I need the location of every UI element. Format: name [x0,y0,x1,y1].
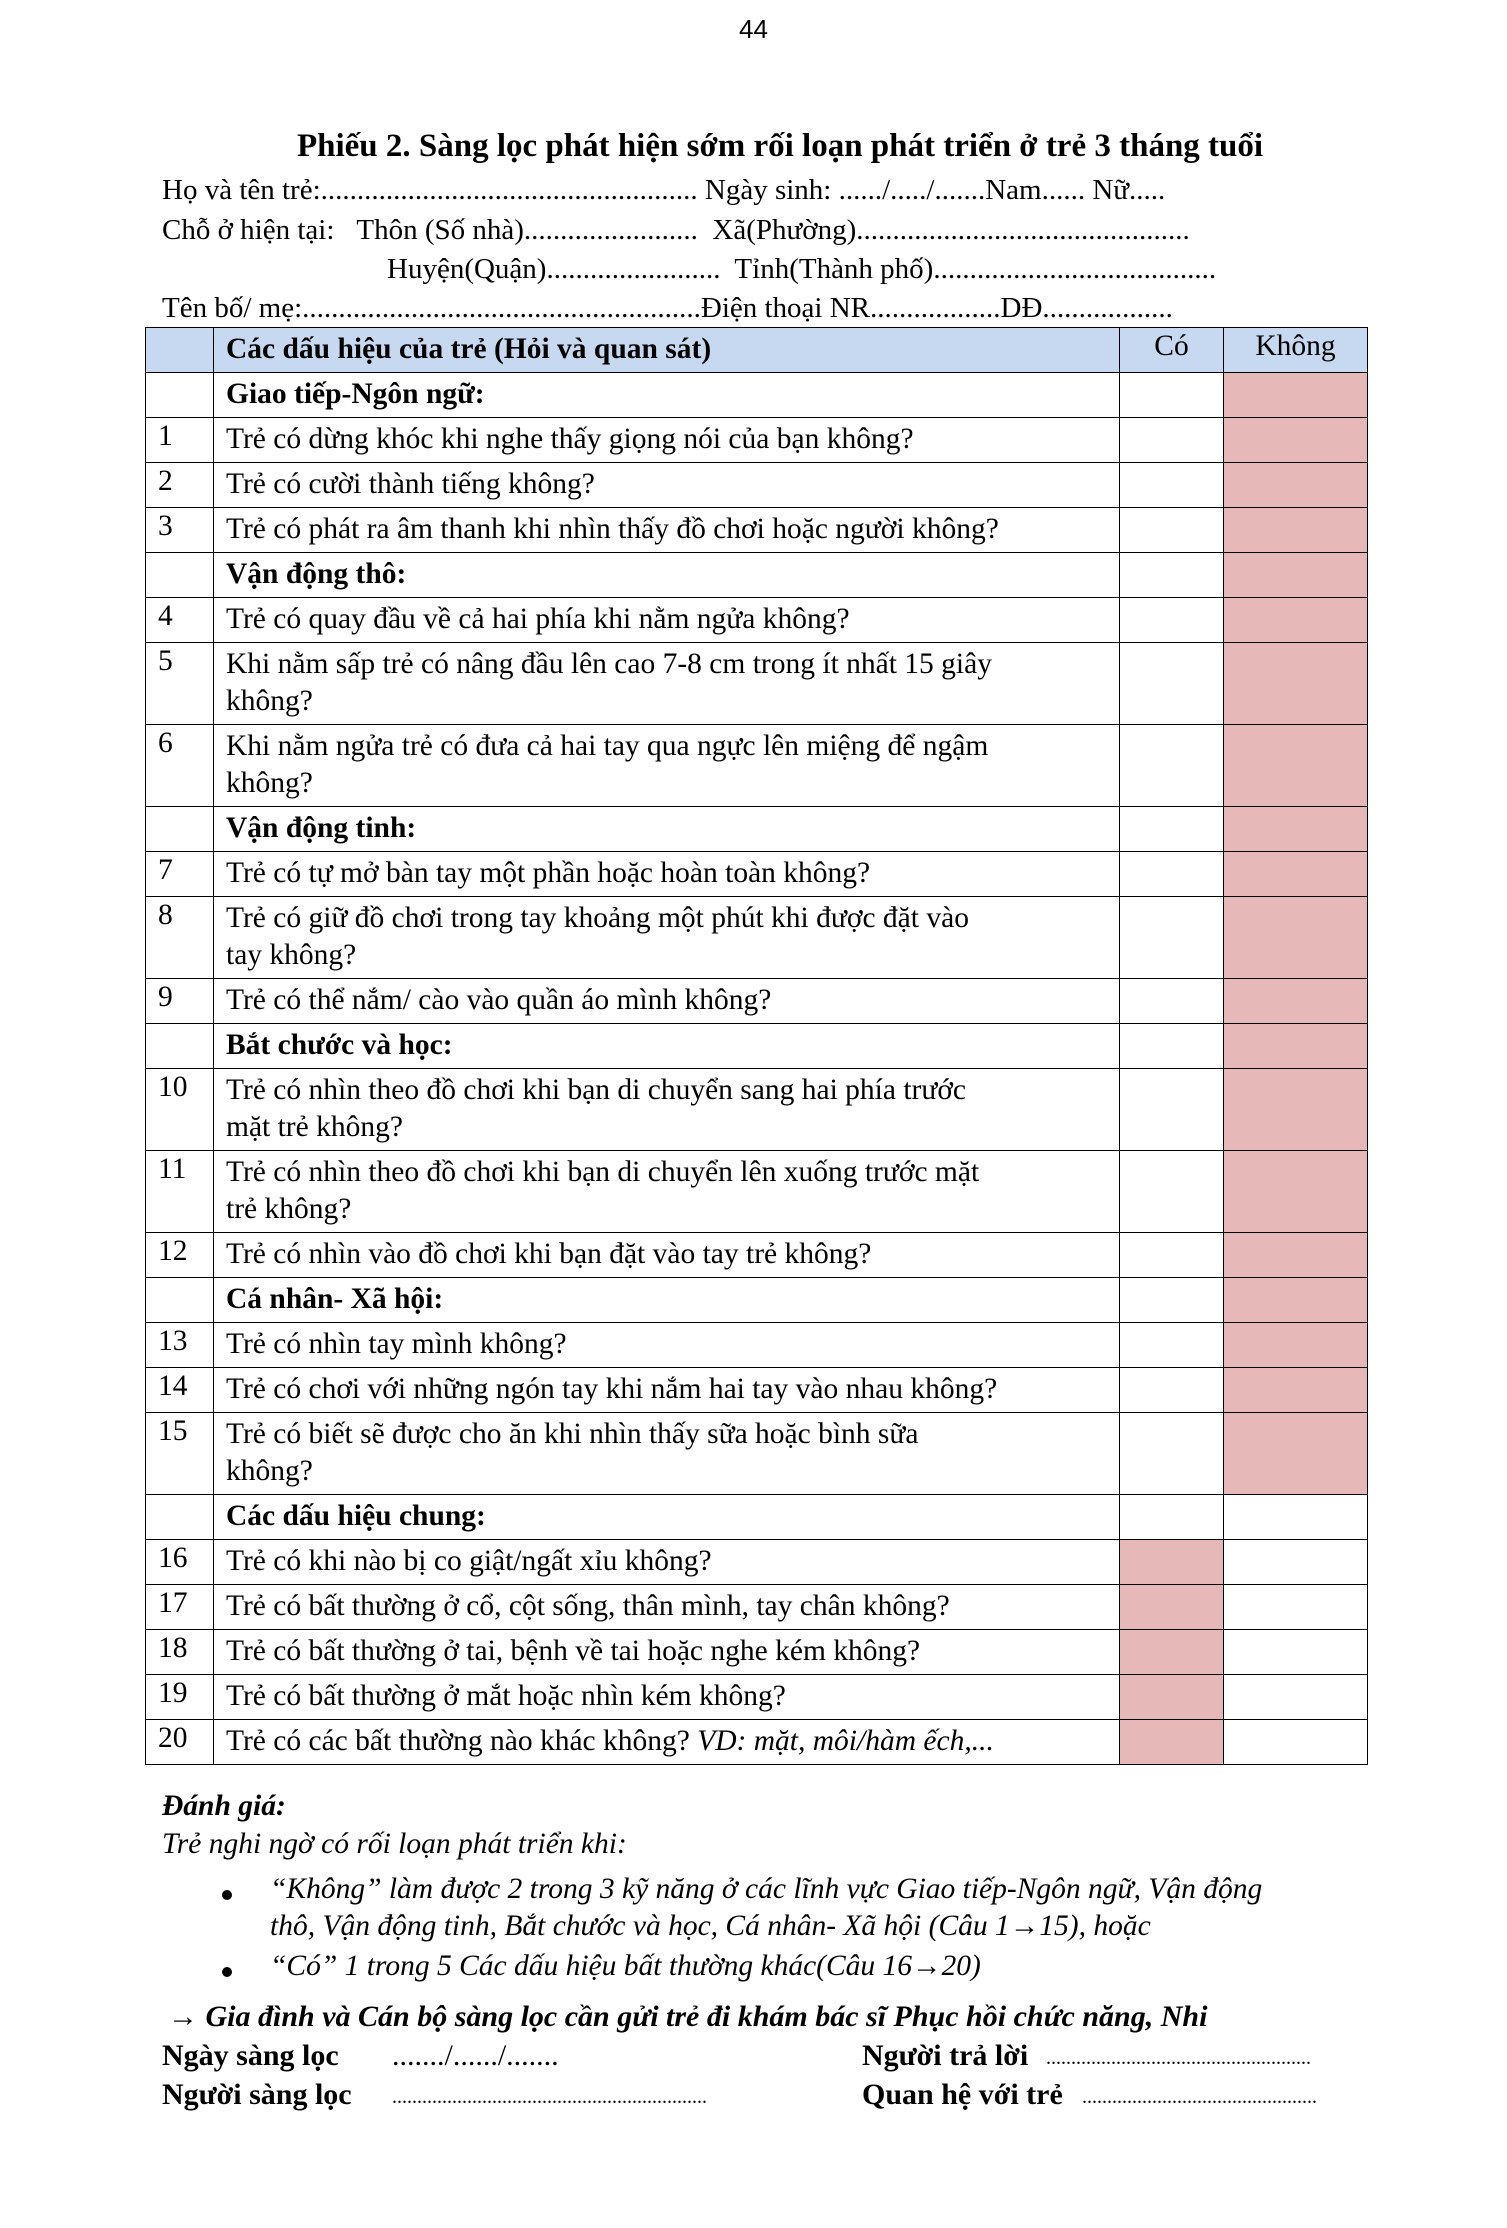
question-cell [214,1233,1120,1278]
question-cell [214,463,1120,508]
question-text: Trẻ có chơi với những ngón tay khi nắm hai tay vào nhau không? [226,1373,998,1405]
question-number: 10 [146,1069,214,1151]
question-text-cont: trẻ không? [226,1193,352,1225]
section-number [146,1278,214,1323]
question-number: 6 [146,725,214,807]
yes-cell[interactable] [1120,643,1224,725]
no-cell[interactable] [1224,1233,1368,1278]
no-cell[interactable] [1224,418,1368,463]
section-title: Bắt chước và học: [214,1024,1120,1069]
screening-date-label: Ngày sàng lọc [162,2039,339,2072]
yes-cell[interactable] [1120,1151,1224,1233]
yes-cell[interactable] [1120,1540,1224,1585]
question-row [146,643,1368,725]
question-text: Trẻ có giữ đồ chơi trong tay khoảng một phút khi được đặt vào [226,902,969,934]
question-cell [214,1151,1120,1233]
no-cell [1224,1278,1368,1323]
yes-cell[interactable] [1120,1720,1224,1765]
question-text: Trẻ có nhìn tay mình không? [226,1328,567,1360]
question-row [146,1323,1368,1368]
village-commune-field: Thôn (Số nhà)........................ Xã(Phường).............................................. [356,214,1190,246]
question-row [146,463,1368,508]
question-text: Trẻ có nhìn theo đồ chơi khi bạn di chuyển sang hai phía trước [226,1074,967,1106]
question-row [146,979,1368,1024]
question-cell [214,643,1120,725]
section-title: Vận động thô: [214,553,1120,598]
question-number: 19 [146,1675,214,1720]
section-number [146,373,214,418]
question-row [146,1630,1368,1675]
yes-cell [1120,553,1224,598]
no-cell[interactable] [1224,979,1368,1024]
question-text: Trẻ có bất thường ở mắt hoặc nhìn kém không? [226,1680,786,1712]
question-text: Trẻ có bất thường ở cổ, cột sống, thân mình, tay chân không? [226,1590,950,1622]
question-row [146,508,1368,553]
no-cell[interactable] [1224,1675,1368,1720]
yes-cell[interactable] [1120,463,1224,508]
no-cell [1224,373,1368,418]
question-cell [214,852,1120,897]
yes-cell[interactable] [1120,1675,1224,1720]
form-title: Phiếu 2. Sàng lọc phát hiện sớm rối loạn phát triển ở trẻ 3 tháng tuổi [296,128,1264,164]
evaluation-intro: Trẻ nghi ngờ có rối loạn phát triển khi: [162,1828,627,1860]
question-cell [214,598,1120,643]
question-text-cont: tay không? [226,939,357,971]
question-row [146,1720,1368,1765]
question-cell [214,508,1120,553]
section-title: Các dấu hiệu chung: [214,1495,1120,1540]
question-text-cont: không? [226,767,313,799]
section-row [146,373,1368,418]
yes-cell[interactable] [1120,1368,1224,1413]
question-cell [214,1720,1120,1765]
district-province-field: Huyện(Quận)........................ Tỉnh(Thành phố)....................................... [387,253,1217,285]
yes-cell [1120,807,1224,852]
yes-cell[interactable] [1120,1630,1224,1675]
question-number: 8 [146,897,214,979]
question-cell [214,1413,1120,1495]
section-number [146,1024,214,1069]
screener-field[interactable]: ............................................................... [392,2086,707,2108]
no-cell [1224,1495,1368,1540]
screener-label: Người sàng lọc [162,2078,352,2111]
bullet-icon [222,1890,232,1900]
section-title: Cá nhân- Xã hội: [214,1278,1120,1323]
yes-cell[interactable] [1120,508,1224,553]
question-text-cont: mặt trẻ không? [226,1111,403,1143]
no-cell[interactable] [1224,598,1368,643]
question-text: Trẻ có thể nắm/ cào vào quần áo mình không? [226,984,772,1016]
no-cell[interactable] [1224,463,1368,508]
question-text: Trẻ có tự mở bàn tay một phần hoặc hoàn toàn không? [226,857,871,889]
question-row [146,1069,1368,1151]
child-name-birth-gender: Họ và tên trẻ:.................................................... Ngày sinh: ....../...../.......Nam...... Nữ..... [162,174,1166,206]
question-number: 4 [146,598,214,643]
no-cell[interactable] [1224,1413,1368,1495]
relation-label: Quan hệ với trẻ [862,2078,1063,2111]
address-line-1 [162,212,1190,248]
yes-cell [1120,1495,1224,1540]
no-cell[interactable] [1224,852,1368,897]
question-number: 13 [146,1323,214,1368]
yes-cell[interactable] [1120,418,1224,463]
question-number: 3 [146,508,214,553]
address-line-2 [387,251,1216,287]
screening-date-field[interactable]: ......./....../....... [392,2039,559,2072]
bullet-icon [222,1967,232,1977]
yes-cell [1120,1024,1224,1069]
criterion-1-line-1: “Không” làm được 2 trong 3 kỹ năng ở các lĩnh vực Giao tiếp-Ngôn ngữ, Vận động [270,1873,1263,1905]
yes-cell [1120,1278,1224,1323]
question-row [146,418,1368,463]
question-number: 14 [146,1368,214,1413]
no-cell [1224,553,1368,598]
header-yes: Có [1120,328,1224,373]
yes-cell[interactable] [1120,979,1224,1024]
question-row [146,1368,1368,1413]
question-cell [214,1069,1120,1151]
question-text: Trẻ có quay đầu về cả hai phía khi nằm ngửa không? [226,603,850,635]
question-number: 15 [146,1413,214,1495]
yes-cell[interactable] [1120,1069,1224,1151]
header-signs: Các dấu hiệu của trẻ (Hỏi và quan sát) [214,328,1120,373]
question-row [146,598,1368,643]
question-number: 16 [146,1540,214,1585]
question-text: Trẻ có các bất thường nào khác không? [226,1725,698,1757]
section-row [146,1024,1368,1069]
no-cell [1224,1024,1368,1069]
no-cell[interactable] [1224,725,1368,807]
question-number: 20 [146,1720,214,1765]
question-number: 2 [146,463,214,508]
yes-cell[interactable] [1120,1233,1224,1278]
header-number [146,328,214,373]
question-number: 18 [146,1630,214,1675]
question-text: Trẻ có phát ra âm thanh khi nhìn thấy đồ chơi hoặc người không? [226,513,999,545]
question-number: 9 [146,979,214,1024]
referral-instruction: → Gia đình và Cán bộ sàng lọc cần gửi trẻ đi khám bác sĩ Phục hồi chức năng, Nhi [168,2000,1208,2033]
section-number [146,1495,214,1540]
question-text: Khi nằm ngửa trẻ có đưa cả hai tay qua ngực lên miệng để ngậm [226,730,989,762]
yes-cell[interactable] [1120,1413,1224,1495]
question-text: Trẻ có khi nào bị co giật/ngất xỉu không? [226,1545,712,1577]
question-cell [214,1323,1120,1368]
section-number [146,553,214,598]
question-example: VD: mặt, môi/hàm ếch,... [697,1725,994,1757]
table-header-row [146,328,1368,373]
question-number: 5 [146,643,214,725]
no-cell[interactable] [1224,897,1368,979]
criterion-2: “Có” 1 trong 5 Các dấu hiệu bất thường khác(Câu 16→20) [270,1950,981,1982]
question-row [146,1233,1368,1278]
section-title: Vận động tinh: [214,807,1120,852]
parent-info-line [162,290,1173,326]
question-row [146,897,1368,979]
question-row [146,1413,1368,1495]
yes-cell[interactable] [1120,1323,1224,1368]
question-text: Trẻ có nhìn theo đồ chơi khi bạn di chuyển lên xuống trước mặt [226,1156,980,1188]
question-text: Trẻ có biết sẽ được cho ăn khi nhìn thấy sữa hoặc bình sữa [226,1418,919,1450]
no-cell[interactable] [1224,1720,1368,1765]
question-cell [214,725,1120,807]
relation-field[interactable]: ............................................... [1082,2086,1317,2108]
question-text: Khi nằm sấp trẻ có nâng đầu lên cao 7-8 cm trong ít nhất 15 giây [226,648,992,680]
evaluation-title: Đánh giá: [162,1790,286,1822]
question-cell [214,1630,1120,1675]
question-text: Trẻ có cười thành tiếng không? [226,468,595,500]
section-number [146,807,214,852]
question-number: 1 [146,418,214,463]
child-info-line [162,172,1165,208]
question-number: 17 [146,1585,214,1630]
question-text-cont: không? [226,1455,313,1487]
question-cell [214,897,1120,979]
yes-cell[interactable] [1120,897,1224,979]
screening-table [145,327,1368,1765]
section-title: Giao tiếp-Ngôn ngữ: [214,373,1120,418]
question-row [146,1675,1368,1720]
address-label: Chỗ ở hiện tại: [162,214,335,246]
no-cell[interactable] [1224,643,1368,725]
question-number: 11 [146,1151,214,1233]
no-cell[interactable] [1224,1069,1368,1151]
section-row [146,807,1368,852]
no-cell[interactable] [1224,1151,1368,1233]
question-text: Trẻ có nhìn vào đồ chơi khi bạn đặt vào tay trẻ không? [226,1238,872,1270]
question-text: Trẻ có dừng khóc khi nghe thấy giọng nói của bạn không? [226,423,914,455]
question-row [146,1585,1368,1630]
question-cell [214,1540,1120,1585]
no-cell[interactable] [1224,1630,1368,1675]
no-cell[interactable] [1224,1585,1368,1630]
question-row [146,1151,1368,1233]
no-cell[interactable] [1224,1323,1368,1368]
question-cell [214,418,1120,463]
section-row [146,1278,1368,1323]
yes-cell[interactable] [1120,598,1224,643]
no-cell[interactable] [1224,1368,1368,1413]
question-number: 7 [146,852,214,897]
question-text-cont: không? [226,685,313,717]
question-cell [214,1675,1120,1720]
question-number: 12 [146,1233,214,1278]
yes-cell [1120,373,1224,418]
yes-cell[interactable] [1120,1585,1224,1630]
yes-cell[interactable] [1120,852,1224,897]
parent-phone-field: Tên bố/ mẹ:.......................................................Điện thoại NR..................DĐ.................. [162,292,1173,324]
no-cell [1224,807,1368,852]
section-row [146,553,1368,598]
no-cell[interactable] [1224,1540,1368,1585]
respondent-label: Người trả lời [862,2039,1029,2072]
yes-cell[interactable] [1120,725,1224,807]
respondent-field[interactable]: ..................................................... [1046,2047,1311,2069]
page-number: 44 [739,14,768,44]
header-no: Không [1224,328,1368,373]
question-row [146,1540,1368,1585]
question-cell [214,1585,1120,1630]
question-row [146,725,1368,807]
question-row [146,852,1368,897]
question-cell [214,1368,1120,1413]
question-text: Trẻ có bất thường ở tai, bệnh về tai hoặc nghe kém không? [226,1635,921,1667]
question-cell [214,979,1120,1024]
no-cell[interactable] [1224,508,1368,553]
criterion-1-line-2: thô, Vận động tinh, Bắt chước và học, Cá nhân- Xã hội (Câu 1→15), hoặc [270,1910,1151,1942]
section-row [146,1495,1368,1540]
